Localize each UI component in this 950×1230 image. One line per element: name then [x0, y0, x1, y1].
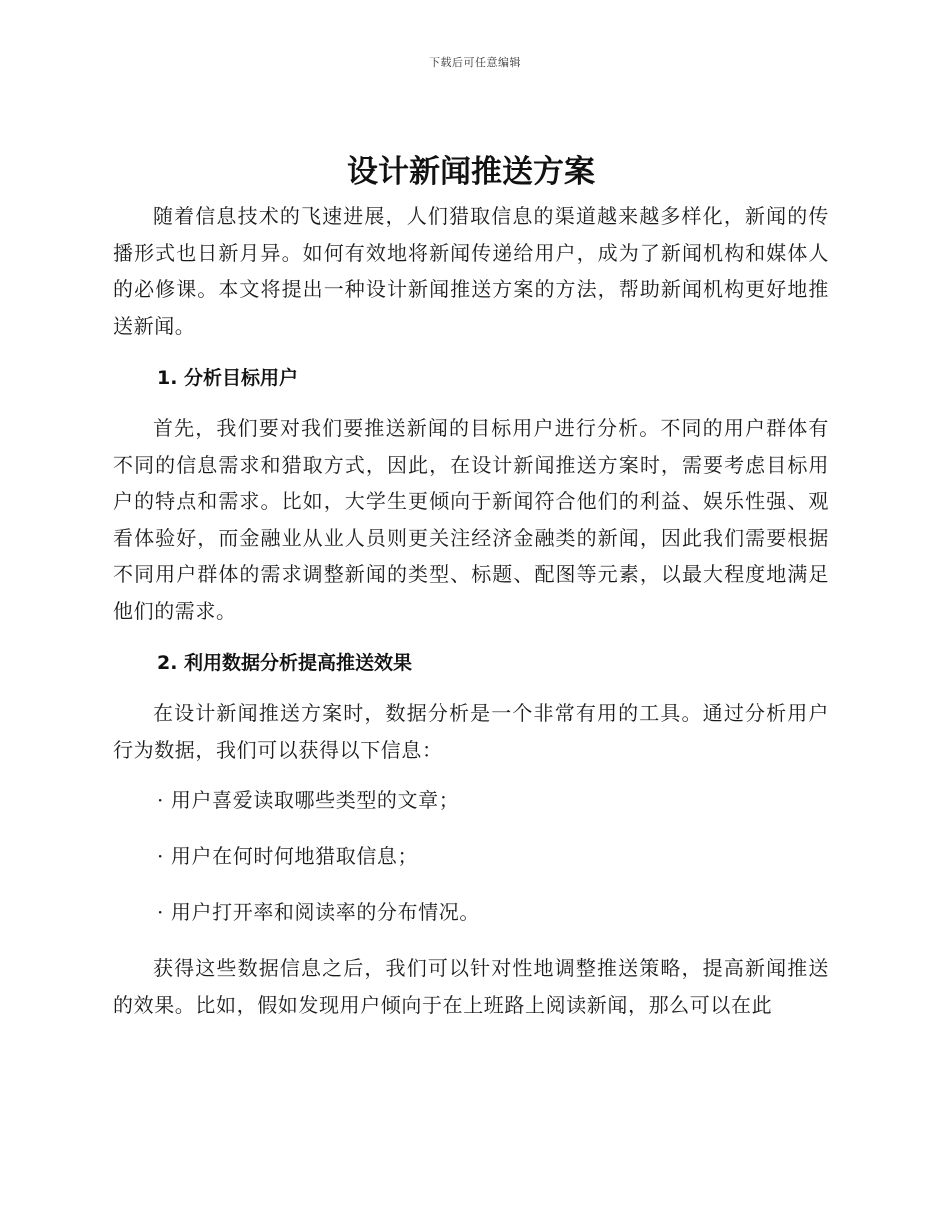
header-note: 下载后可任意编辑: [429, 56, 521, 69]
list-item: · 用户喜爱读取哪些类型的文章；: [157, 788, 460, 812]
intro-paragraph: 随着信息技术的飞速进展，人们猎取信息的渠道越来越多样化，新闻的传播形式也日新月异。如何有效地将新闻传递给用户，成为了新闻机构和媒体人的必修课。本文将提出一种设计新闻推送方案的方法，帮助新闻机构更好地推送新闻。: [113, 204, 829, 338]
section-1-heading: 1. 分析目标用户: [157, 367, 299, 389]
document-title: 设计新闻推送方案: [347, 154, 595, 190]
section-2-paragraph: 在设计新闻推送方案时，数据分析是一个非常有用的工具。通过分析用户行为数据，我们可以获得以下信息：: [113, 701, 829, 762]
data-insights-list: [113, 782, 829, 930]
document-body: [113, 150, 829, 1023]
section-2-paragraph-after: 获得这些数据信息之后，我们可以针对性地调整推送策略，提高新闻推送的效果。比如，假如发现用户倾向于在上班路上阅读新闻，那么可以在此: [113, 956, 829, 1017]
section-2-heading: 2. 利用数据分析提高推送效果: [157, 652, 413, 674]
section-1-paragraph: 首先，我们要对我们要推送新闻的目标用户进行分析。不同的用户群体有不同的信息需求和猎取方式，因此，在设计新闻推送方案时，需要考虑目标用户的特点和需求。比如，大学生更倾向于新闻符合他们的利益、娱乐性强、观看体验好，而金融业从业人员则更关注经济金融类的新闻，因此我们需要根据不同用户群体的需求调整新闻的类型、标题、配图等元素，以最大程度地满足他们的需求。: [113, 416, 829, 623]
list-item: · 用户在何时何地猎取信息；: [157, 844, 419, 868]
list-item: · 用户打开率和阅读率的分布情况。: [157, 900, 480, 924]
